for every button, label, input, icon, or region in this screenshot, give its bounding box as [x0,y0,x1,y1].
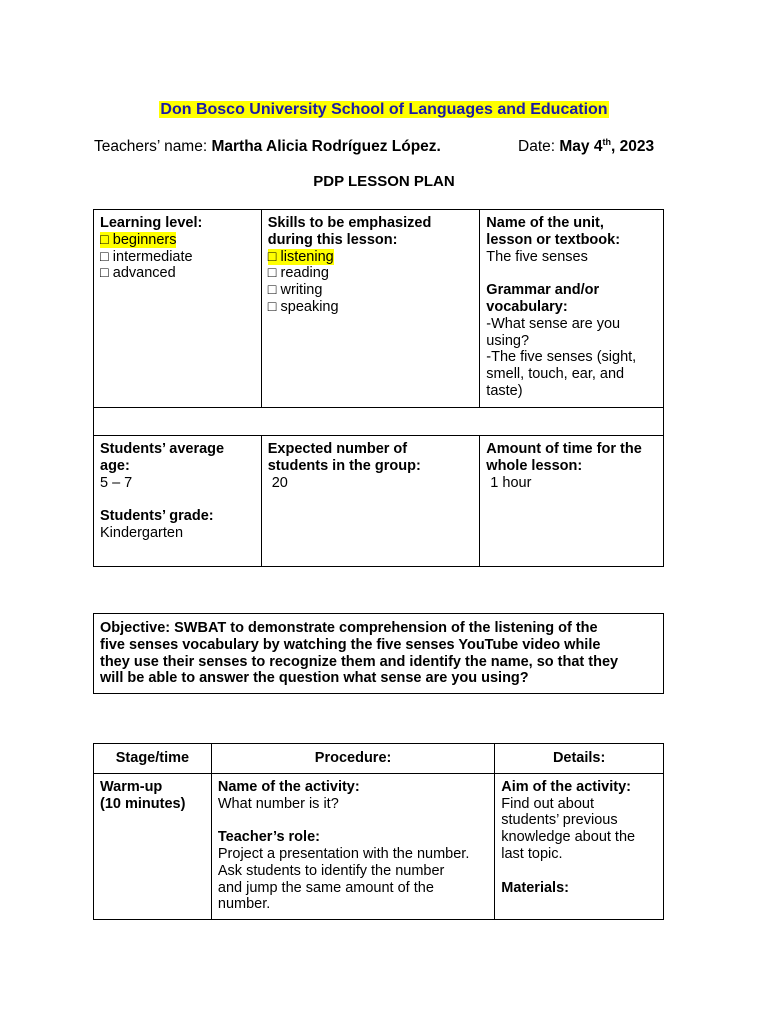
role-line: Project a presentation with the number. [217,845,470,862]
stage-cell [94,773,212,919]
empty-row [94,408,664,436]
vocab-line: -What sense are you [486,315,621,332]
learning-level-label: Learning level: [100,215,203,231]
activity-value: What number is it? [217,795,339,812]
skill-option-writing: □ writing [267,282,323,299]
vocab-line: taste) [486,382,523,399]
header-details: Details: [495,744,664,774]
role-line: number. [217,896,271,913]
age-label-1: Students’ average [100,441,225,457]
aim-line: students’ previous [501,812,618,829]
teacher-line [94,138,441,156]
skills-label-2: during this lesson: [267,231,398,248]
level-option-beginners: □ beginners [100,231,177,248]
procedure-table [93,743,664,920]
skills-cell [261,210,480,408]
time-label-1: Amount of time for the [486,441,642,457]
time-cell [480,436,664,567]
age-label-2: age: [100,457,130,474]
plan-title: PDP LESSON PLAN [313,173,455,190]
unit-label-2: lesson or textbook: [486,231,621,248]
aim-label: Aim of the activity: [501,778,631,795]
objective-cell [94,614,664,694]
age-value: 5 – 7 [100,474,133,491]
skill-option-speaking: □ speaking [267,298,339,315]
objective-line: Objective: SWBAT to demonstrate comprehension of the listening of the [100,620,598,636]
materials-label: Materials: [501,879,569,896]
objective-line: they use their senses to recognize them and identify the name, so that they [100,653,619,670]
grammar-label-1: Grammar and/or [486,282,600,299]
grammar-label-2: vocabulary: [486,298,568,315]
teacher-label: Teachers’ name: [94,138,208,155]
level-option-intermediate: □ intermediate [100,248,193,265]
grade-value: Kindergarten [100,524,184,541]
header-procedure: Procedure: [211,744,494,774]
institution-title [0,101,768,119]
stage-name: Warm-up [100,778,163,795]
skills-label-1: Skills to be emphasized [267,215,432,231]
unit-label-1: Name of the unit, [486,215,604,231]
date-line [518,138,654,156]
procedure-cell [211,773,494,919]
age-cell [94,436,262,567]
unit-cell [480,210,664,408]
role-line: Ask students to identify the number [217,862,445,879]
details-cell [495,773,664,919]
time-value: 1 hour [490,474,532,491]
skill-option-reading: □ reading [267,265,329,282]
skill-option-listening: □ listening [267,248,334,265]
group-cell [261,436,480,567]
unit-value: The five senses [486,248,588,265]
aim-line: knowledge about the [501,829,636,846]
header-stage: Stage/time [94,744,212,774]
objective-line: will be able to answer the question what sense are you using? [100,670,529,687]
time-label-2: whole lesson: [486,457,583,474]
activity-label: Name of the activity: [217,778,360,795]
group-label-2: students in the group: [267,457,421,474]
learning-level-cell [94,210,262,408]
aim-line: last topic. [501,845,563,862]
objective-table [93,613,664,694]
group-value: 20 [271,474,288,491]
lesson-info-table [93,209,664,567]
role-label: Teacher’s role: [217,829,320,846]
vocab-line: using? [486,332,530,349]
group-label-1: Expected number of [267,441,408,457]
level-option-advanced: □ advanced [100,265,176,282]
vocab-line: -The five senses (sight, [486,349,637,366]
aim-line: Find out about [501,795,594,812]
date-label: Date: [518,138,556,155]
grade-label: Students’ grade: [100,508,214,525]
teacher-name: Martha Alicia Rodríguez López. [211,138,441,155]
vocab-line: smell, touch, ear, and [486,366,625,383]
objective-line: five senses vocabulary by watching the five senses YouTube video while [100,636,601,653]
institution-title-text: Don Bosco University School of Languages and Education [160,101,608,118]
date-value: May 4th, 2023 [559,136,655,155]
stage-time: (10 minutes) [100,795,186,812]
role-line: and jump the same amount of the [217,879,434,896]
